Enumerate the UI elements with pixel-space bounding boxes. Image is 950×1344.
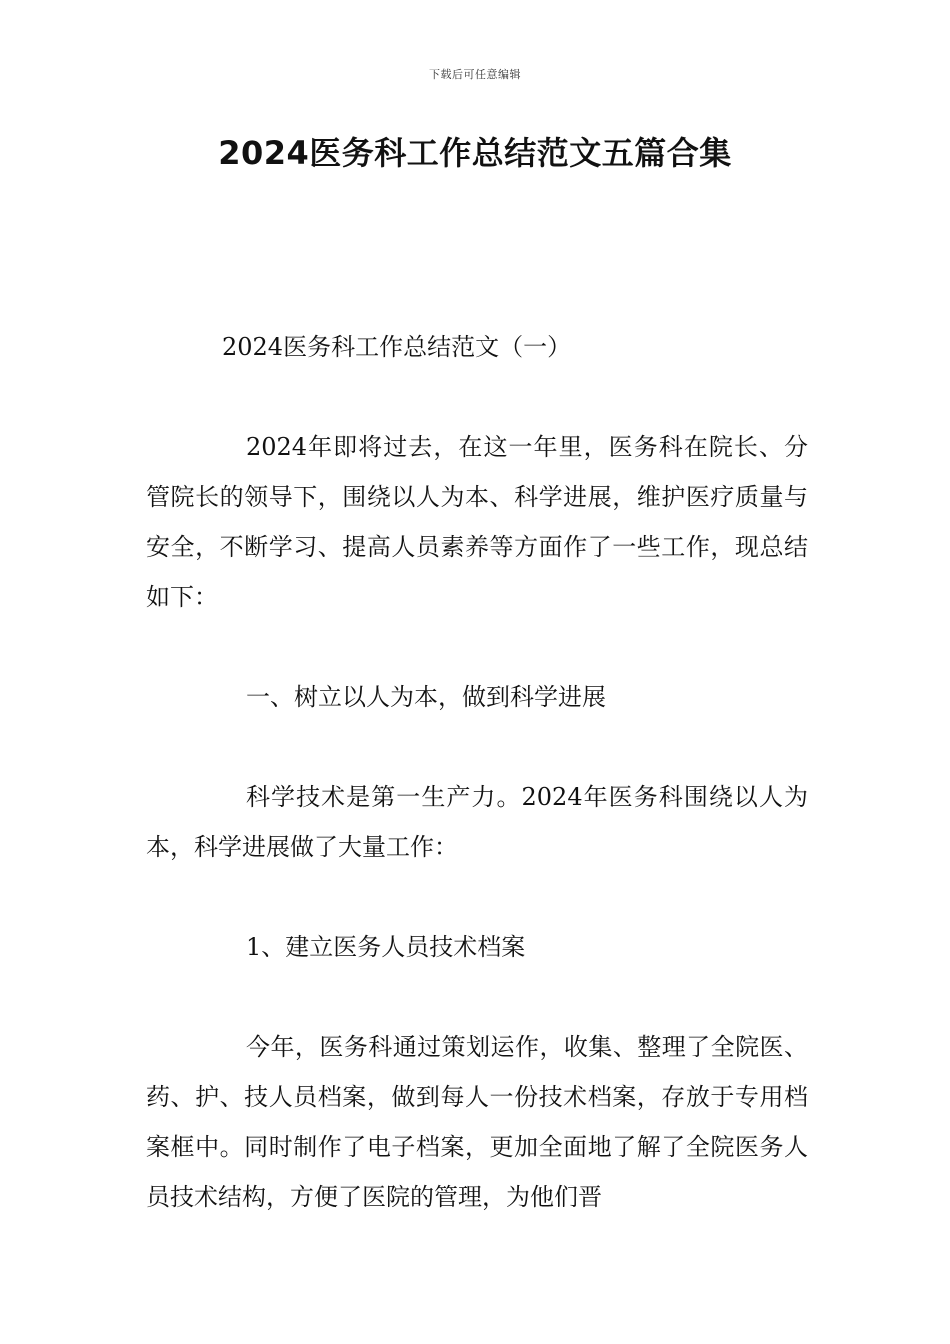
paragraph-archive: 今年，医务科通过策划运作，收集、整理了全院医、药、护、技人员档案，做到每人一份技术档案，存放于专用档案框中。同时制作了电子档案，更加全面地了解了全院医务人员技术结构，方便了医院的管理，为他们晋 xyxy=(146,1033,808,1211)
header-note: 下载后可任意编辑 xyxy=(429,68,521,81)
section-title: 2024医务科工作总结范文（一） xyxy=(222,333,572,361)
paragraph-science: 科学技术是第一生产力。2024年医务科围绕以人为本，科学进展做了大量工作： xyxy=(146,783,808,861)
heading-one: 一、树立以人为本，做到科学进展 xyxy=(246,683,606,711)
subheading-archive: 1、建立医务人员技术档案 xyxy=(246,933,526,961)
paragraph-intro: 2024年即将过去，在这一年里，医务科在院长、分管院长的领导下，围绕以人为本、科学进展，维护医疗质量与安全，不断学习、提高人员素养等方面作了一些工作，现总结如下： xyxy=(146,433,808,611)
document-title: 2024医务科工作总结范文五篇合集 xyxy=(218,134,732,172)
